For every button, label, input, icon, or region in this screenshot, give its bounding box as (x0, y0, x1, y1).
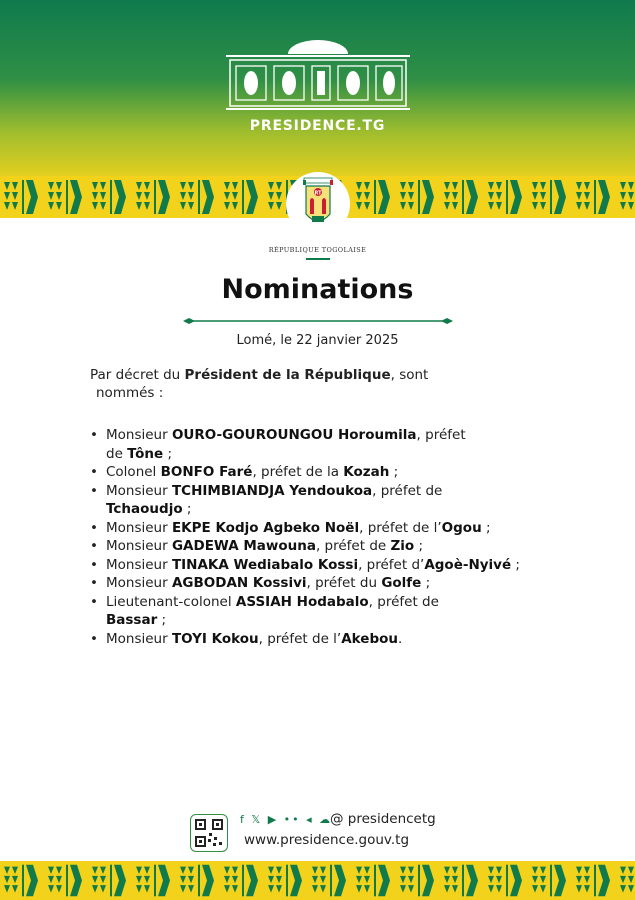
presidential-palace-icon (226, 40, 410, 112)
intro-bold: Président de la République (184, 367, 391, 383)
intro-line2: nommés : (96, 385, 164, 401)
list-item: • Monsieur TINAKA Wediabalo Kossi, préfet d’Agoè-Nyivé ; (88, 556, 558, 575)
social-handle[interactable]: @ presidencetg (330, 811, 436, 827)
list-item: • Monsieur EKPE Kodjo Agbeko Noël, préfet de l’Ogou ; (88, 519, 558, 538)
intro-suffix: , sont (390, 367, 429, 383)
social-media-icons[interactable]: f 𝕏 ▶ •• ◂ ☁ (240, 813, 333, 826)
list-item: • Monsieur AGBODAN Kossivi, préfet du Golfe ; (88, 574, 558, 593)
list-item: • Monsieur TCHIMBIANDJA Yendoukoa, préfet de Tchaoudjo ; (88, 482, 558, 519)
brand-name: PRESIDENCE.TG (249, 118, 386, 134)
intro-prefix: Par décret du (90, 367, 185, 383)
emblem-initials: RT (314, 190, 322, 197)
qr-code-icon[interactable] (190, 814, 228, 852)
intro-paragraph (90, 366, 530, 402)
kente-pattern-band-bottom (0, 861, 635, 900)
website-link[interactable]: www.presidence.gouv.tg (244, 832, 410, 848)
list-item: • Colonel BONFO Faré, préfet de la Kozah ; (88, 463, 558, 482)
list-item: • Monsieur GADEWA Mawouna, préfet de Zio ; (88, 537, 558, 556)
page-title: Nominations (221, 274, 414, 305)
republique-caption: RÉPUBLIQUE TOGOLAISE (268, 246, 367, 254)
nominations-list (88, 426, 558, 648)
list-item: • Monsieur TOYI Kokou, préfet de l’Akebou. (88, 630, 558, 649)
list-item: • Lieutenant-colonel ASSIAH Hodabalo, préfet de Bassar ; (88, 593, 558, 630)
title-divider (183, 317, 453, 325)
footer (0, 806, 635, 856)
document-date: Lomé, le 22 janvier 2025 (236, 333, 399, 348)
header-banner (0, 0, 635, 176)
caption-underline (306, 258, 330, 260)
list-item: • Monsieur OURO-GOUROUNGOU Horoumila, préfet de Tône ; (88, 426, 558, 463)
coat-of-arms-icon (300, 176, 336, 240)
